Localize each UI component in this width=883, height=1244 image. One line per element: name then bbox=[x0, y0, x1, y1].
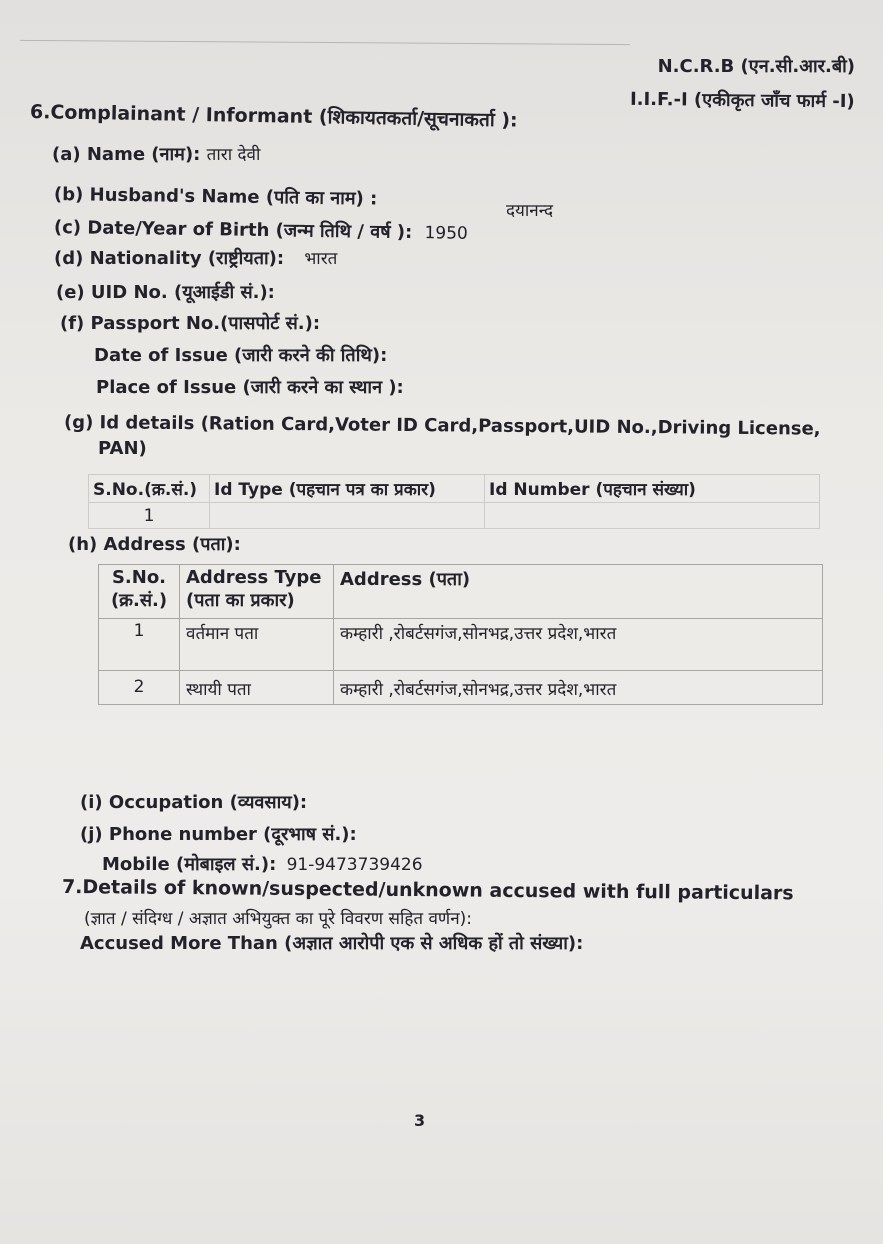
section-6-title: 6.Complainant / Informant (शिकायतकर्ता/सूचनाकर्ता ): bbox=[29, 101, 518, 132]
address-col-address: Address (पता) bbox=[334, 565, 823, 619]
husband-row bbox=[54, 182, 378, 211]
id-cell-sno: 1 bbox=[89, 503, 210, 529]
mobile-value: 91-9473739426 bbox=[286, 855, 423, 875]
address-cell-type: वर्तमान पता bbox=[180, 619, 334, 671]
address-header-row bbox=[99, 565, 823, 619]
nationality-row bbox=[54, 246, 337, 270]
section-7-title: 7.Details of known/suspected/unknown accused with full particulars bbox=[61, 876, 794, 905]
dob-row bbox=[54, 215, 468, 245]
section-7-subtitle: (ज्ञात / संदिग्ध / अज्ञात अभियुक्त का पूरे विवरण सहित वर्णन): bbox=[84, 909, 473, 929]
address-cell-type: स्थायी पता bbox=[180, 671, 334, 705]
phone-label: (j) Phone number (दूरभाष सं.): bbox=[80, 824, 357, 845]
address-label: (h) Address (पता): bbox=[68, 534, 241, 555]
nationality-value: भारत bbox=[304, 249, 338, 269]
address-cell-address: कम्हारी ,रोबर्टसगंज,सोनभद्र,उत्तर प्रदेश,भारत bbox=[334, 619, 823, 671]
uid-label: (e) UID No. (यूआईडी सं.): bbox=[56, 282, 275, 303]
address-col-type bbox=[180, 565, 334, 619]
id-col-sno: S.No.(क्र.सं.) bbox=[89, 475, 210, 503]
id-details-label-1: (g) Id details (Ration Card,Voter ID Card,Passport,UID No.,Driving License, bbox=[63, 412, 821, 440]
id-col-number: Id Number (पहचान संख्या) bbox=[485, 475, 820, 503]
issue-date-label: Date of Issue (जारी करने की तिथि): bbox=[94, 345, 388, 366]
table-row bbox=[99, 671, 823, 705]
issue-place-label: Place of Issue (जारी करने का स्थान ): bbox=[96, 377, 404, 398]
mobile-label: Mobile (मोबाइल सं.): bbox=[102, 854, 277, 875]
id-table-header-row bbox=[89, 475, 820, 503]
husband-value: दयानन्द bbox=[506, 201, 554, 221]
dob-value: 1950 bbox=[424, 223, 468, 244]
address-col-sno bbox=[99, 565, 180, 619]
accused-label: Accused More Than (अज्ञात आरोपी एक से अधिक हों तो संख्या): bbox=[80, 933, 584, 954]
id-details-label-2: PAN) bbox=[98, 438, 147, 459]
occupation-label: (i) Occupation (व्यवसाय): bbox=[80, 792, 308, 813]
table-row bbox=[99, 619, 823, 671]
address-col-type-en: Address Type bbox=[186, 567, 322, 588]
address-table bbox=[98, 564, 823, 705]
iif-header: I.I.F.-I (एकीकृत जाँच फार्म -I) bbox=[630, 88, 856, 113]
dob-label: (c) Date/Year of Birth (जन्म तिथि / वर्ष ): bbox=[53, 217, 413, 244]
passport-label: (f) Passport No.(पासपोर्ट सं.): bbox=[60, 313, 321, 334]
address-cell-address: कम्हारी ,रोबर्टसगंज,सोनभद्र,उत्तर प्रदेश,भारत bbox=[334, 671, 823, 705]
id-cell-type bbox=[210, 503, 485, 529]
name-row bbox=[52, 142, 260, 166]
mobile-row bbox=[102, 852, 423, 876]
table-row bbox=[89, 503, 820, 529]
name-label: (a) Name (नाम): bbox=[52, 144, 201, 165]
id-cell-number bbox=[485, 503, 820, 529]
id-details-table bbox=[88, 474, 820, 529]
id-col-type: Id Type (पहचान पत्र का प्रकार) bbox=[210, 475, 485, 503]
address-cell-sno: 2 bbox=[99, 671, 180, 705]
header-rule bbox=[20, 40, 630, 45]
address-col-sno-hi: (क्र.सं.) bbox=[110, 590, 168, 611]
husband-label: (b) Husband's Name (पति का नाम) : bbox=[53, 184, 378, 210]
address-col-sno-en: S.No. bbox=[111, 567, 167, 588]
address-col-type-hi: (पता का प्रकार) bbox=[186, 590, 295, 611]
ncrb-header: N.C.R.B (एन.सी.आर.बी) bbox=[657, 56, 855, 77]
page-number: 3 bbox=[414, 1111, 426, 1130]
nationality-label: (d) Nationality (राष्ट्रीयता): bbox=[54, 248, 285, 269]
name-value: तारा देवी bbox=[206, 145, 261, 165]
address-cell-sno: 1 bbox=[99, 619, 180, 671]
